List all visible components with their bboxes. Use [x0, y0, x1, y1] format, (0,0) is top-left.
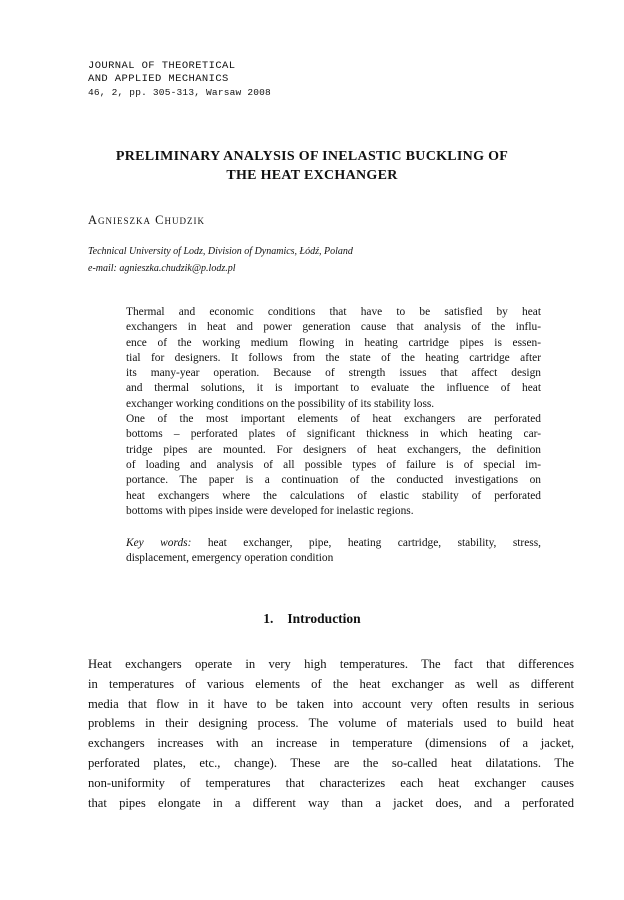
journal-volume-info: 46, 2, pp. 305-313, Warsaw 2008 [88, 87, 271, 98]
author-affiliation-block [88, 243, 353, 277]
keywords-line-1 [126, 536, 541, 551]
keywords-line-2: displacement, emergency operation condition [126, 552, 334, 565]
abstract [126, 305, 541, 519]
body-line: media that flow in it have to be taken into account very often results in serious [88, 696, 574, 711]
abstract-line: ence of the working medium flowing in heating cartridge pipes is essen- [126, 336, 541, 349]
abstract-line: exchangers in heat and power generation cause that analysis of the influ- [126, 321, 541, 334]
author-email: e-mail: agnieszka.chudzik@p.lodz.pl [88, 263, 236, 274]
abstract-line: Thermal and economic conditions that have to be satisfied by heat [126, 306, 541, 318]
abstract-line: One of the most important elements of heat exchangers are perforated [126, 413, 541, 426]
body-line: that pipes elongate in a different way than a jacket does, and a perforated [88, 795, 574, 810]
abstract-line: tridge pipes are mounted. For designers of heat exchangers, the definition [126, 443, 541, 456]
body-line: problems in their designing process. The volume of materials used to build heat [88, 716, 574, 731]
section-title: Introduction [287, 611, 361, 626]
abstract-line: exchanger working conditions on the possibility of its stability loss. [126, 397, 435, 410]
journal-name-line-2: AND APPLIED MECHANICS [88, 73, 229, 85]
paper-title [60, 147, 564, 185]
abstract-line: tial for designers. It follows from the state of the heating cartridge after [126, 351, 541, 364]
journal-header [88, 60, 271, 99]
section-number: 1. [263, 611, 274, 626]
abstract-line: of loading and analysis of all possible types of failure is of special im- [126, 458, 541, 471]
journal-name-line-1: JOURNAL OF THEORETICAL [88, 60, 236, 72]
keywords-list-part-1: heat exchanger, pipe, heating cartridge, stability, stress, [207, 537, 541, 549]
abstract-line: heat exchangers where the calculations of elastic stability of perforated [126, 489, 541, 502]
affiliation: Technical University of Lodz, Division of Dynamics, Łódź, Poland [88, 246, 353, 257]
keywords [126, 536, 541, 567]
abstract-line: portance. The paper is a continuation of the conducted investigations on [126, 474, 541, 487]
body-line: exchangers increases with an increase in temperature (dimensions of a jacket, [88, 736, 574, 751]
body-paragraph [88, 655, 574, 813]
author-name: Agnieszka Chudzik [88, 213, 205, 227]
keywords-label: Key words: [126, 537, 192, 549]
body-line: non-uniformity of temperatures that characterizes each heat exchanger causes [88, 775, 574, 790]
body-line: in temperatures of various elements of the heat exchanger as well as different [88, 676, 574, 691]
title-line-1: PRELIMINARY ANALYSIS OF INELASTIC BUCKLING OF [115, 149, 509, 164]
abstract-line: and thermal solutions, it is important to evaluate the influence of heat [126, 382, 541, 395]
abstract-line: bottoms – perforated plates of significant thickness in which heating car- [126, 428, 541, 441]
abstract-line: bottoms with pipes inside were developed for inelastic regions. [126, 504, 414, 517]
body-line: Heat exchangers operate in very high temperatures. The fact that differences [88, 657, 574, 671]
abstract-line: its many-year operation. Because of strength issues that affect design [126, 367, 541, 380]
title-line-2: THE HEAT EXCHANGER [226, 168, 398, 183]
section-heading [60, 611, 564, 627]
body-line: perforated plates, etc., change). These are the so-called heat dilatations. The [88, 755, 574, 770]
